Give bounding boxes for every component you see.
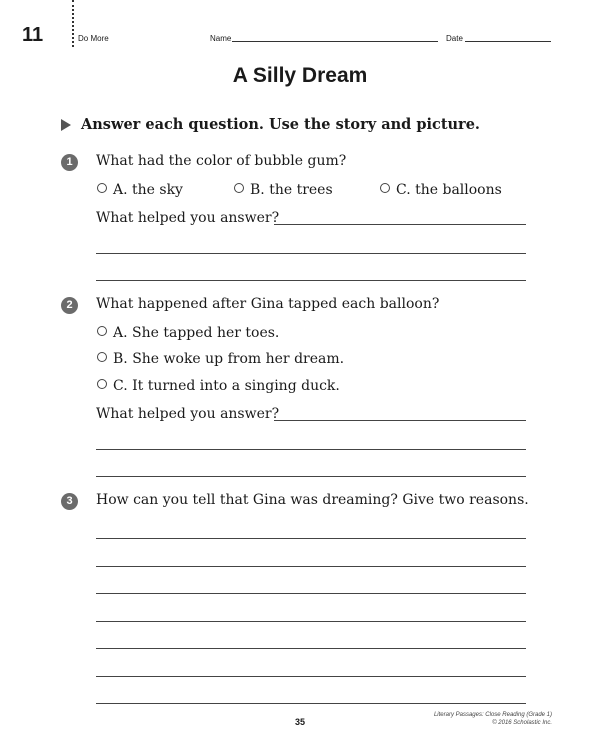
question-2-text: What happened after Gina tapped each balloon? — [96, 296, 440, 312]
q1-answer-line[interactable] — [96, 253, 526, 254]
header-divider — [72, 0, 74, 47]
radio-circle-icon[interactable] — [97, 326, 107, 336]
question-3-text: How can you tell that Gina was dreaming? Give two reasons. — [96, 492, 529, 508]
lesson-number: 11 — [22, 24, 44, 46]
q2-option-c[interactable] — [97, 378, 340, 394]
q3-answer-line[interactable] — [96, 593, 526, 594]
radio-circle-icon[interactable] — [97, 183, 107, 193]
page-title: A Silly Dream — [232, 64, 368, 87]
q2-helped-answer-line[interactable] — [274, 420, 526, 421]
question-1-text: What had the color of bubble gum? — [96, 153, 347, 169]
credit-title: Literary Passages: Close Reading (Grade 1) — [433, 712, 552, 718]
radio-circle-icon[interactable] — [234, 183, 244, 193]
credit-copyright: © 2016 Scholastic Inc. — [492, 720, 552, 726]
question-number-badge: 2 — [61, 297, 78, 314]
question-number-badge: 1 — [61, 154, 78, 171]
date-label: Date — [446, 34, 463, 43]
radio-circle-icon[interactable] — [380, 183, 390, 193]
option-label: A. the sky — [113, 182, 183, 198]
q1-option-c[interactable] — [380, 182, 502, 198]
date-field[interactable] — [465, 41, 551, 42]
q1-helped-prompt: What helped you answer? — [96, 210, 280, 226]
section-label: Do More — [78, 34, 109, 43]
option-label: A. She tapped her toes. — [113, 325, 280, 341]
q1-helped-answer-line[interactable] — [274, 224, 526, 225]
option-label: B. the trees — [250, 182, 333, 198]
q2-answer-line[interactable] — [96, 449, 526, 450]
name-field[interactable] — [232, 41, 438, 42]
q1-answer-line[interactable] — [96, 280, 526, 281]
q2-helped-prompt: What helped you answer? — [96, 406, 280, 422]
instruction-text: Answer each question. Use the story and picture. — [81, 116, 480, 133]
q1-option-b[interactable] — [234, 182, 333, 198]
q3-answer-line[interactable] — [96, 538, 526, 539]
q3-answer-line[interactable] — [96, 703, 526, 704]
radio-circle-icon[interactable] — [97, 352, 107, 362]
copyright-credit — [434, 711, 552, 727]
q1-option-a[interactable] — [97, 182, 183, 198]
q3-answer-line[interactable] — [96, 648, 526, 649]
radio-circle-icon[interactable] — [97, 379, 107, 389]
page-number: 35 — [294, 717, 305, 727]
q3-answer-line[interactable] — [96, 566, 526, 567]
q3-answer-line[interactable] — [96, 621, 526, 622]
question-number-badge: 3 — [61, 493, 78, 510]
option-label: B. She woke up from her dream. — [113, 351, 345, 367]
q2-option-a[interactable] — [97, 325, 279, 341]
play-triangle-icon — [61, 119, 71, 131]
q2-option-b[interactable] — [97, 351, 344, 367]
name-label: Name — [210, 34, 232, 43]
q2-answer-line[interactable] — [96, 476, 526, 477]
option-label: C. It turned into a singing duck. — [113, 378, 340, 394]
q3-answer-line[interactable] — [96, 676, 526, 677]
option-label: C. the balloons — [396, 182, 502, 198]
